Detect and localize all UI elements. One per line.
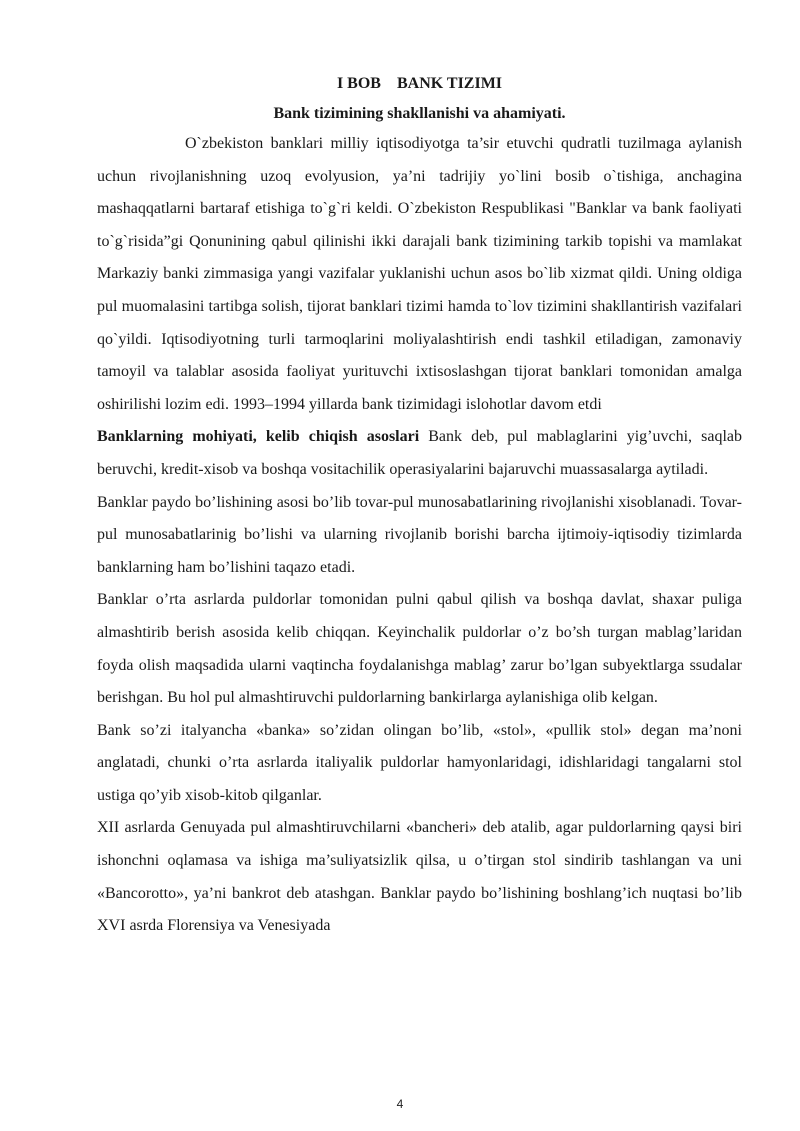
paragraph [97, 715, 742, 813]
paragraph-heading: Banklarning mohiyati, kelib chiqish asoslari [97, 428, 420, 446]
paragraph-text: O`zbekiston banklari milliy iqtisodiyotga ta’sir etuvchi qudratli tuzilmaga aylanish uchun rivojlanishning uzoq evolyusion, ya’ni tadrijiy yo`lini bosib o`tishiga, anchagina mashaqqatlarni bartaraf etishiga to`g`ri keldi. O`zbekiston Respublikasi "Banklar va bank faoliyati to`g`risida”gi Qonunining qabul qilinishi ikki darajali bank tizimining tarkib topishi va mamlakat Markaziy banki zimmasiga yangi vazifalar yuklanishi uchun asos bo`lib xizmat qildi. Uning oldiga pul muomalasini tartibga solish, tijorat banklari tizimi hamda to`lov tizimini shakllantirish vazifalari qo`yildi. Iqtisodiyotning turli tarmoqlarini moliyalashtirish endi tashkil etiladigan, zamonaviy tamoyil va talablar asosida faoliyat yurituvchi ixtisoslashgan tijorat banklari tomonidan amalga oshirilishi lozim edi. 1993–1994 yillarda bank tizimidagi islohotlar davom etdi [97, 135, 742, 413]
paragraph-text: Banklar paydo bo’lishining asosi bo’lib tovar-pul munosabatlarining rivojlanishi xisoblanadi. Tovar-pul munosabatlarinig bo’lishi va ularning rivojlanib borishi barcha ijtimoiy-iqtisodiy tizimlarda banklarning ham bo’lishini taqazo etadi. [97, 493, 742, 576]
paragraph [97, 128, 742, 421]
paragraph [97, 487, 742, 585]
paragraph-text: Banklar o’rta asrlarda puldorlar tomonidan pulni qabul qilish va boshqa davlat, shaxar puliga almashtirib berish asosida kelib chiqqan. Keyinchalik puldorlar o’z bo’sh turgan mablag’laridan foyda olish maqsadida ularni vaqtincha foydalanishga mablag’ zarur bo’lgan subyektlarga ssudalar berishgan. Bu hol pul almashtiruvchi puldorlarning bankirlarga aylanishiga olib kelgan. [97, 591, 742, 707]
paragraph [97, 584, 742, 714]
paragraph [97, 812, 742, 942]
paragraph-text: Bank so’zi italyancha «banka» so’zidan olingan bo’lib, «stol», «pullik stol» degan ma’noni anglatadi, chunki o’rta asrlarda italiyalik puldorlar hamyonlaridagi, idishlaridagi tangalarni stol ustiga qo’yib xisob-kitob qilganlar. [97, 721, 742, 804]
page-number: 4 [396, 1097, 404, 1111]
paragraph-text: XII asrlarda Genuyada pul almashtiruvchilarni «bancheri» deb atalib, agar puldorlarning qaysi biri ishonchni oqlamasa va ishiga ma’suliyatsizlik qilsa, u o’tirgan stol sindirib tashlangan va uni «Bancorotto», ya’ni bankrot deb atashgan. Banklar paydo bo’lishining boshlang’ich nuqtasi bo’lib XVI asrda Florensiya va Venesiyada [97, 819, 742, 935]
document-page [97, 74, 742, 943]
section-title: Bank tizimining shakllanishi va ahamiyati. [273, 105, 566, 122]
chapter-title: I BOB BANK TIZIMI [336, 75, 503, 92]
paragraph [97, 421, 742, 486]
paragraph-text: Bank deb, pul mablaglarini yig’uvchi, saqlab beruvchi, kredit-xisob va boshqa vositachilik operasiyalarini bajaruvchi muassasalarga aytiladi. [97, 428, 743, 478]
